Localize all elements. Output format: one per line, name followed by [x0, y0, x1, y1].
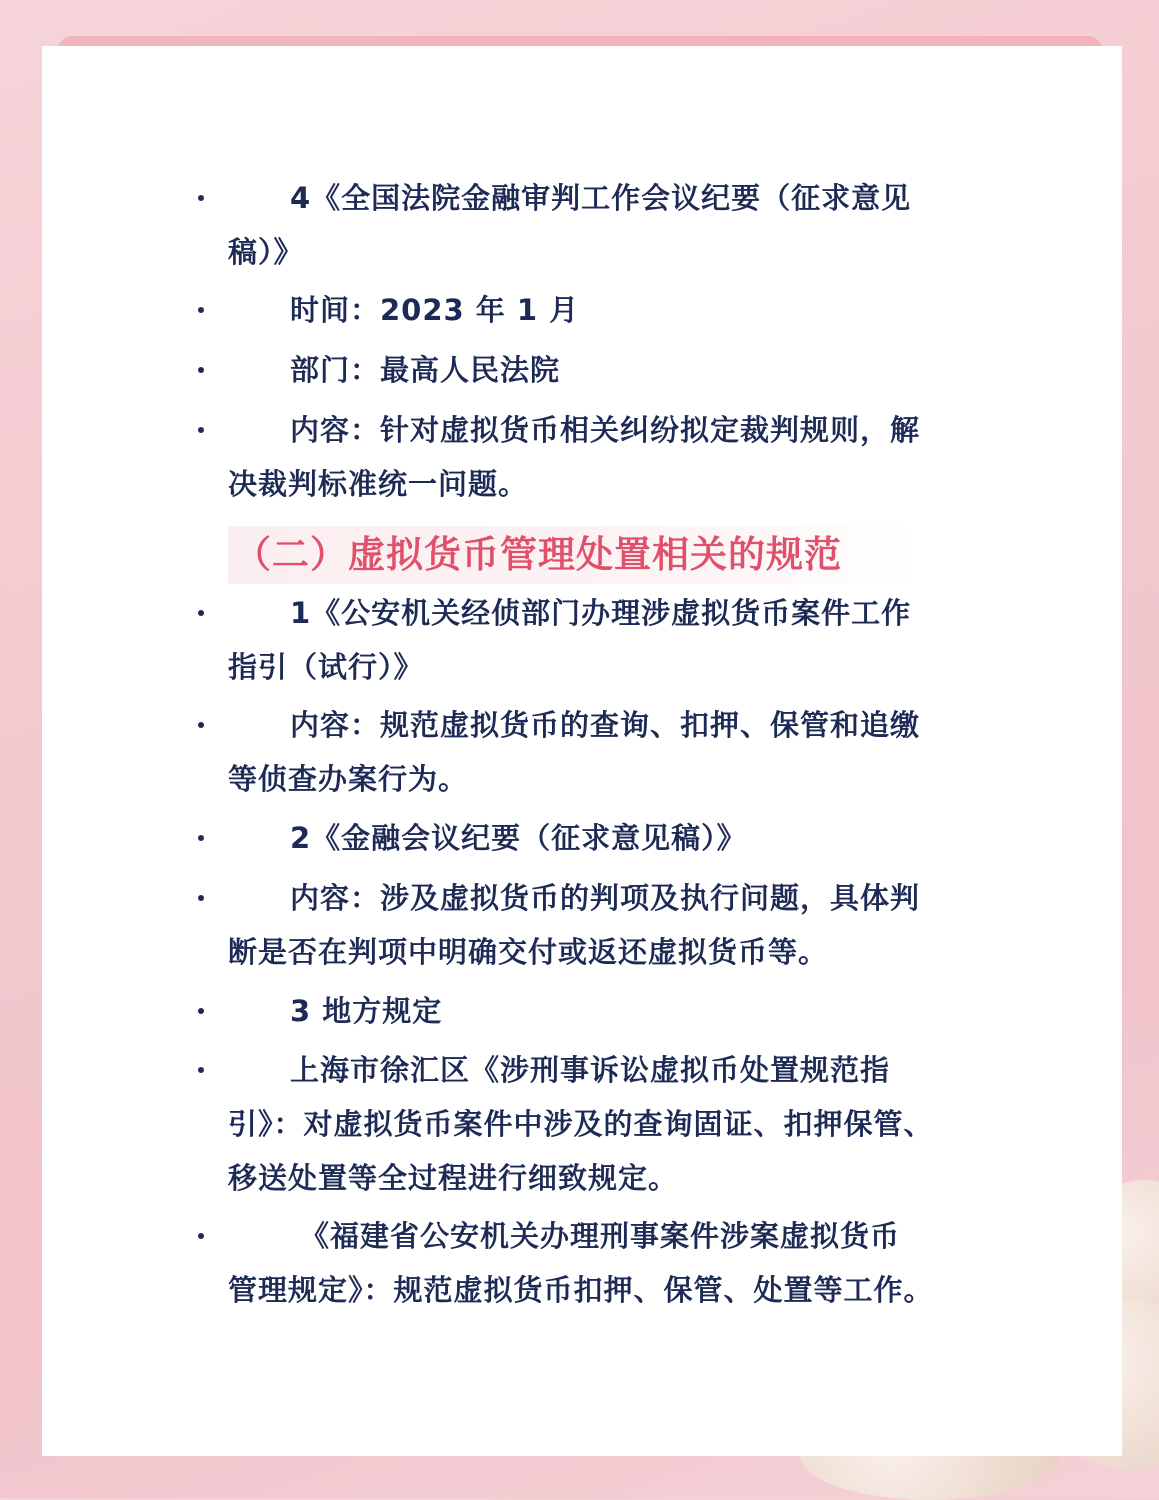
bullet-icon: [198, 1233, 204, 1239]
list-item-line: 引》：对虚拟货币案件中涉及的查询固证、扣押保管、: [228, 1107, 934, 1141]
bullet-icon: [198, 722, 204, 728]
list-item: [228, 698, 988, 806]
list-item: [228, 1209, 988, 1317]
list-item-line: 等侦查办案行为。: [228, 762, 469, 796]
bullet-icon: [198, 367, 204, 373]
list-item-line: 稿）》: [228, 235, 304, 269]
document-content: [42, 46, 1122, 1456]
list-item-line: 部门：最高人民法院: [290, 353, 561, 387]
list-item-line: 4《全国法院金融审判工作会议纪要（征求意见: [290, 181, 912, 215]
list-item: [228, 283, 988, 337]
bullet-icon: [198, 610, 204, 616]
list-item-line: 移送处置等全过程进行细致规定。: [228, 1161, 679, 1195]
list-item-line: 内容：针对虚拟货币相关纠纷拟定裁判规则，解: [290, 413, 921, 447]
list-item-line: 时间：2023 年 1 月: [290, 293, 580, 327]
list-item-line: 管理规定》：规范虚拟货币扣押、保管、处置等工作。: [228, 1273, 934, 1307]
bullet-icon: [198, 895, 204, 901]
list-item-line: 内容：涉及虚拟货币的判项及执行问题，具体判: [290, 881, 921, 915]
list-item: [228, 984, 988, 1038]
list-item-line: 决裁判标准统一问题。: [228, 467, 529, 501]
list-item: [228, 871, 988, 979]
list-item-line: 内容：规范虚拟货币的查询、扣押、保管和追缴: [290, 708, 921, 742]
bullet-icon: [198, 1067, 204, 1073]
document-card: [42, 46, 1122, 1456]
bullet-icon: [198, 835, 204, 841]
list-item: [228, 811, 988, 865]
list-item-line: 指引（试行）》: [228, 650, 424, 684]
list-item-line: 断是否在判项中明确交付或返还虚拟货币等。: [228, 935, 829, 969]
list-item-line: 1《公安机关经侦部门办理涉虚拟货币案件工作: [290, 596, 912, 630]
list-item-line: 《福建省公安机关办理刑事案件涉案虚拟货币: [300, 1219, 901, 1253]
list-item: [228, 1043, 988, 1205]
bullet-icon: [198, 1008, 204, 1014]
list-item: [228, 403, 988, 511]
list-item-line: 2《金融会议纪要（征求意见稿）》: [290, 821, 747, 855]
bullet-icon: [198, 427, 204, 433]
list-item-line: 3 地方规定: [290, 994, 443, 1028]
bullet-icon: [198, 195, 204, 201]
list-item: [228, 171, 988, 279]
list-item: [228, 586, 988, 694]
section-heading: （二）虚拟货币管理处置相关的规范: [228, 526, 914, 584]
list-item-line: 上海市徐汇区《涉刑事诉讼虚拟币处置规范指: [290, 1053, 891, 1087]
bullet-icon: [198, 307, 204, 313]
list-item: [228, 343, 988, 397]
